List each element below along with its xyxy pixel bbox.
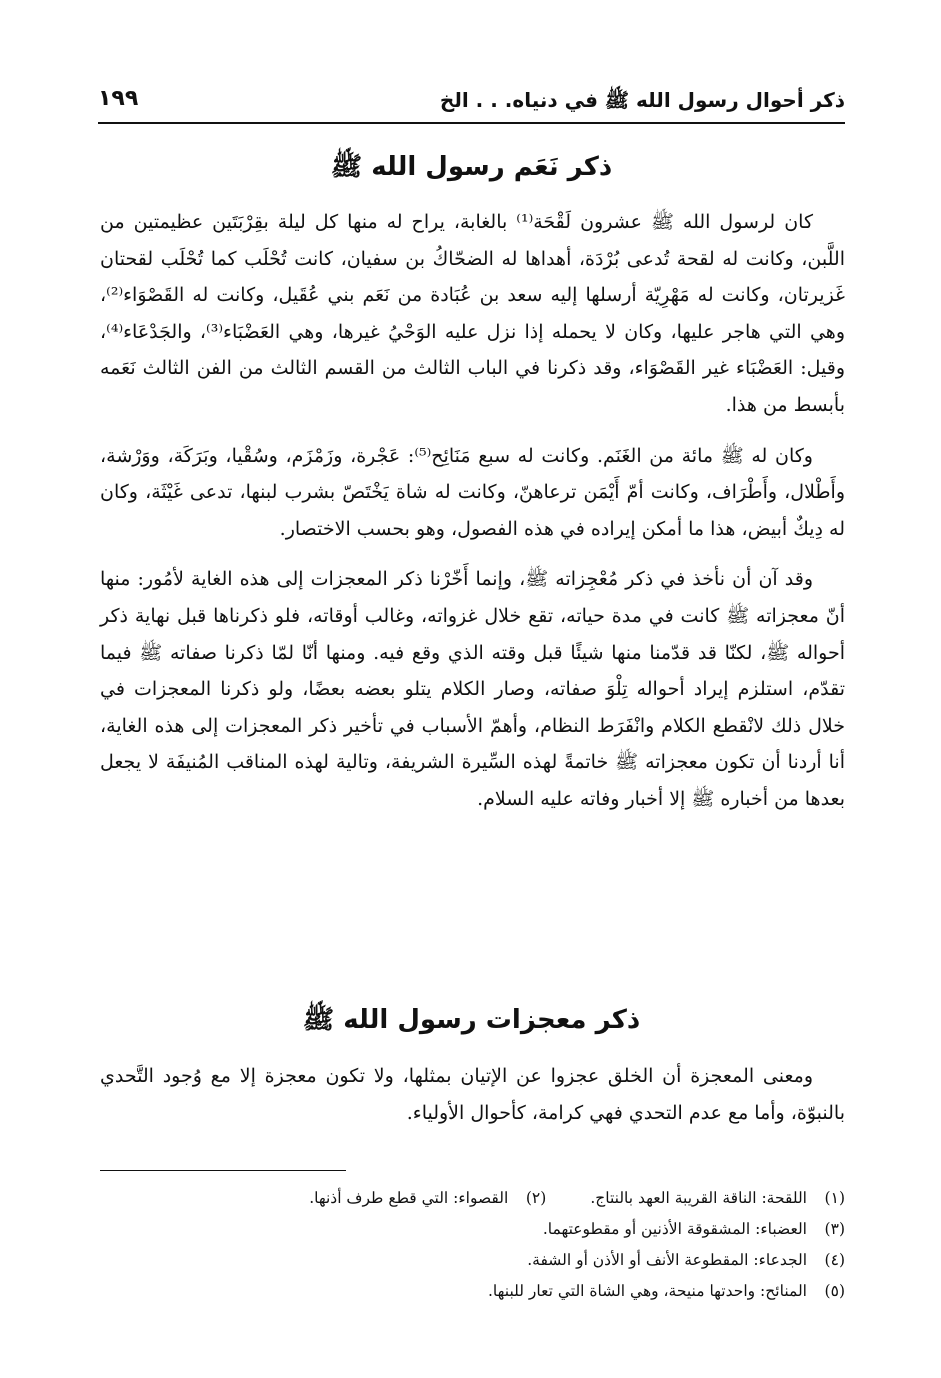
paragraph: ومعنى المعجزة أن الخلق عجزوا عن الإتيان بمثلها، ولا تكون معجزة إلا مع وُجود التَّحدي بالنبوّة، وأما مع عدم التحدي فهي كرامة، كأحوال الأولياء. [100, 1065, 845, 1124]
footnote-row [100, 1183, 845, 1214]
footnote-number: (٢) [525, 1189, 547, 1207]
section-body-camels [100, 204, 845, 832]
running-title: ذكر أحوال رسول الله ﷺ في دنياه. . . الخ [439, 88, 845, 112]
footnote-text: المنائح: واحدتها منيحة، وهي الشاة التي تعار للبنها. [488, 1282, 807, 1300]
paragraph: كان لرسول الله ﷺ عشرون لَقْحَة⁽¹⁾ بالغابة، يراح له منها كل ليلة بقِرْبَتَين عظيمتين من اللَّبن، وكانت له لقحة تُدعى بُرْدَة، أهداها له الضحّاكُ بن سفيان، كانت تُحْلَب كما تُحْلَب لقحتان غَزيرتان، وكانت له مَهْرِيّة أرسلها إليه سعد بن عُبَادة من نَعَم بني عُقَيل، وكانت له القَصْوَاء⁽²⁾، وهي التي هاجر عليها، وكان لا يحمله إذا نزل عليه الوَحْيُ غيرها، وهي العَضْبَاء⁽³⁾، والجَدْعَاء⁽⁴⁾، وقيل: العَضْبَاء غير القَصْوَاء، وقد ذكرنا في الباب الثالث من القسم الثالث من الفن الثالث نَعَمه بأبسط من هذا. [100, 211, 845, 416]
footnote-number: (١) [824, 1189, 845, 1207]
footnote-row [100, 1214, 845, 1245]
footnote-number: (٥) [824, 1282, 845, 1300]
footnote-number: (٤) [824, 1251, 845, 1269]
footnote-divider [100, 1170, 346, 1171]
paragraph: وكان له ﷺ مائة من الغَنَم. وكانت له سبع مَنَائِح⁽⁵⁾: عَجْرة، وزَمْزَم، وسُقْيا، وبَرَكَة، ووَرْشة، وأَطْلال، وأَطْرَاف، وكانت أمّ أَيْمَن ترعاهنّ، وكانت له شاة يَخْتَصّ بشرب لبنها، تدعى غَيْثَة، وكان له دِيكٌ أبيض، هذا ما أمكن إيراده في هذه الفصول، وهو بحسب الاختصار. [100, 444, 845, 540]
section-title-miracles: ذكر معجزات رسول الله ﷺ [302, 1005, 641, 1035]
paragraph: وقد آن أن نأخذ في ذكر مُعْجِزاته ﷺ، وإنما أَخّرْنا ذكر المعجزات إلى هذه الغاية لأمُور: منها أنّ معجزاته ﷺ كانت في مدة حياته، تقع خلال غزواته، وغالب أوقاته، فلو ذكرناها قبل نهاية ذكر أحواله ﷺ، لكنّا قد قدّمنا منها شيئًا قبل وقته الذي وقع فيه. ومنها أنّا لمّا ذكرنا صفاته ﷺ فيما تقدّم، استلزم إيراد أحواله تِلْوَ صفاته، وصار الكلام يتلو بعضه بعضًا، ولو ذكرنا المعجزات في خلال ذلك لانْقطع الكلام وانْفَرَط النظام، وأهمّ الأسباب في تأخير ذكر المعجزات إلى هذه الغاية، أنا أردنا أن تكون معجزاته ﷺ خاتمةً لهذه السِّيرة الشريفة، وتالية لهذه المناقب المُنيفَة لا يجعل بعدها من أخباره ﷺ إلا أخبار وفاته عليه السلام. [100, 568, 845, 810]
section-title-camels: ذكر نَعَم رسول الله ﷺ [330, 152, 613, 182]
page-number: ١٩٩ [98, 86, 139, 111]
footnotes [100, 1183, 845, 1307]
footnote-text: الجدعاء: المقطوعة الأنف أو الأذن أو الشفة. [527, 1251, 807, 1269]
footnote-text: العضباء: المشقوقة الأذنين أو مقطوعتهما. [542, 1220, 807, 1238]
footnote-row [100, 1276, 845, 1307]
footnote-text: القصواء: التي قطع طرف أذنها. [309, 1189, 509, 1207]
section-body-miracles [100, 1058, 845, 1145]
footnote-text: اللقحة: الناقة القريبة العهد بالنتاج. [590, 1189, 807, 1207]
footnote-row [100, 1245, 845, 1276]
footnote-number: (٣) [824, 1220, 845, 1238]
running-header [98, 82, 845, 124]
